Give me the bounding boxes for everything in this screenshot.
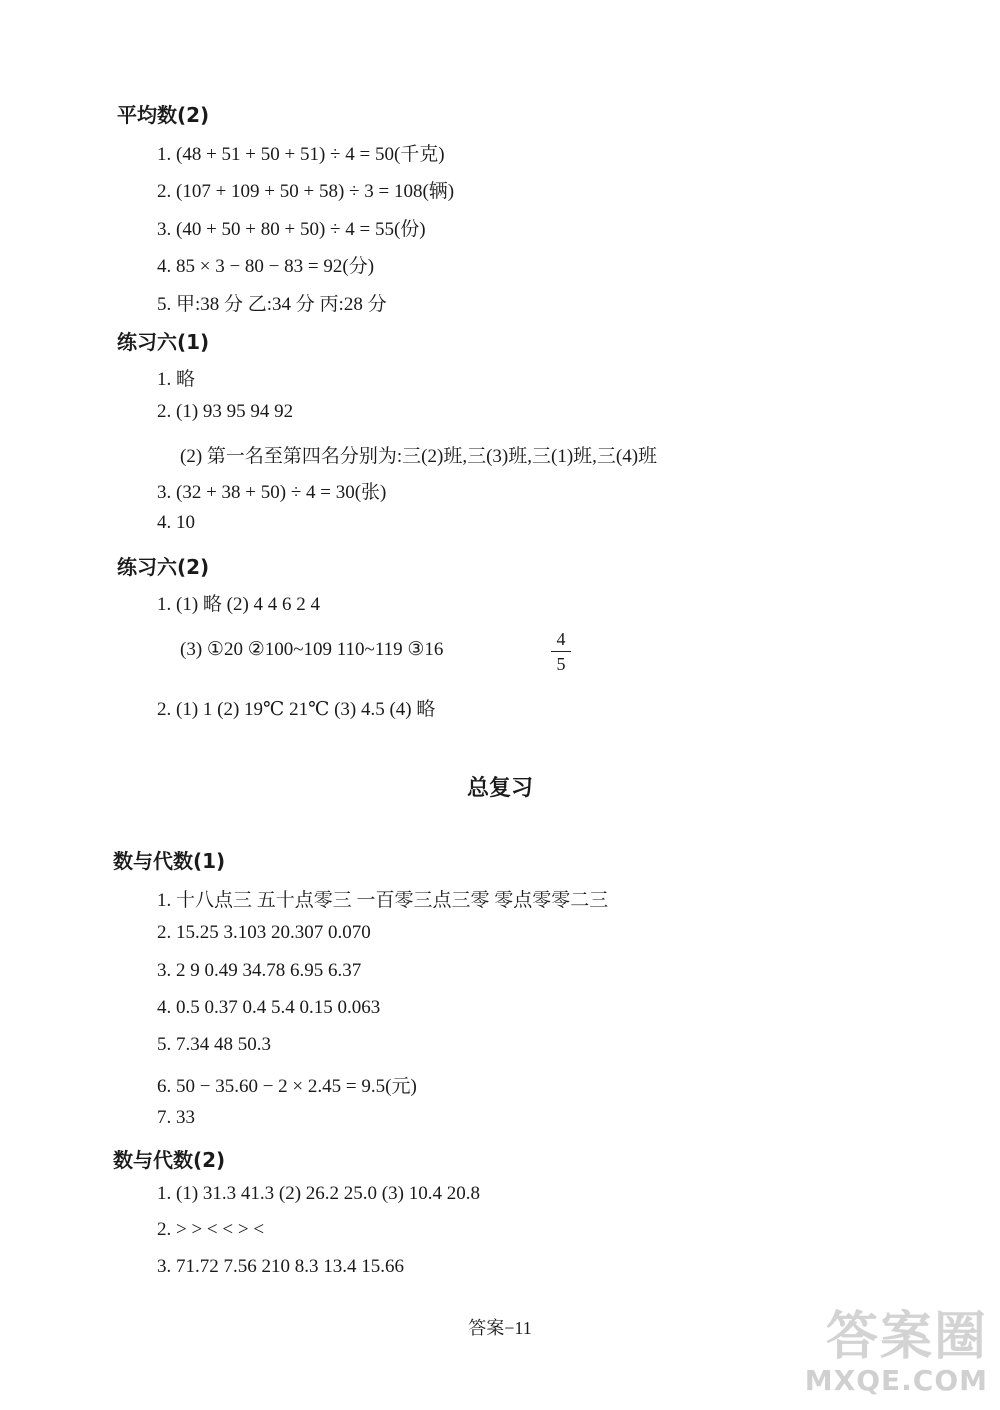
section-title-average-2: 平均数(2) [117, 103, 210, 127]
watermark-url: MXQE.COM [804, 1364, 988, 1397]
answer-line: 3. (32 + 38 + 50) ÷ 4 = 30(张) [157, 482, 387, 503]
section-title-algebra-2: 数与代数(2) [113, 1148, 226, 1172]
answer-line: 4. 85 × 3 − 80 − 83 = 92(分) [157, 256, 375, 277]
answer-line: 5. 7.34 48 50.3 [157, 1034, 271, 1055]
answer-line: (2) 第一名至第四名分别为:三(2)班,三(3)班,三(1)班,三(4)班 [180, 446, 658, 467]
watermark-text: 答案圈 [825, 1307, 988, 1367]
fraction-bar [551, 651, 571, 652]
answer-line: 2. > > < < > < [157, 1219, 265, 1240]
answer-line: 2. 15.25 3.103 20.307 0.070 [157, 922, 371, 943]
answer-line: 4. 0.5 0.37 0.4 5.4 0.15 0.063 [157, 997, 381, 1018]
chapter-title-review: 总复习 [466, 776, 533, 801]
answer-line: 7. 33 [157, 1107, 195, 1128]
answer-line: 2. (1) 1 (2) 19℃ 21℃ (3) 4.5 (4) 略 [157, 699, 436, 720]
answer-line: 1. 略 [157, 369, 196, 390]
fraction-denominator: 5 [556, 654, 566, 674]
section-title-algebra-1: 数与代数(1) [113, 849, 226, 873]
answer-line: 2. (107 + 109 + 50 + 58) ÷ 3 = 108(辆) [157, 181, 455, 202]
answer-line: (3) ①20 ②100~109 110~119 ③16 [180, 639, 444, 660]
answer-line: 1. (48 + 51 + 50 + 51) ÷ 4 = 50(千克) [157, 144, 445, 165]
watermark-logo [742, 1307, 988, 1406]
answer-line: 1. (1) 略 (2) 4 4 6 2 4 [157, 594, 321, 615]
page-number: 答案−11 [468, 1318, 532, 1338]
answer-line: 5. 甲:38 分 乙:34 分 丙:28 分 [157, 294, 387, 315]
answer-line: 4. 10 [157, 512, 195, 533]
fraction-numerator: 4 [556, 629, 566, 649]
answer-line: 3. 71.72 7.56 210 8.3 13.4 15.66 [157, 1256, 404, 1277]
answer-line: 6. 50 − 35.60 − 2 × 2.45 = 9.5(元) [157, 1076, 417, 1097]
fraction [551, 628, 571, 675]
answer-line: 3. 2 9 0.49 34.78 6.95 6.37 [157, 960, 362, 981]
answer-line: 3. (40 + 50 + 80 + 50) ÷ 4 = 55(份) [157, 219, 426, 240]
answer-line: 2. (1) 93 95 94 92 [157, 401, 294, 422]
section-title-exercise-6-2: 练习六(2) [117, 555, 210, 579]
answer-line: 1. (1) 31.3 41.3 (2) 26.2 25.0 (3) 10.4 20.8 [157, 1183, 480, 1204]
section-title-exercise-6-1: 练习六(1) [117, 330, 210, 354]
answer-line: 1. 十八点三 五十点零三 一百零三点三零 零点零零二三 [157, 890, 609, 911]
